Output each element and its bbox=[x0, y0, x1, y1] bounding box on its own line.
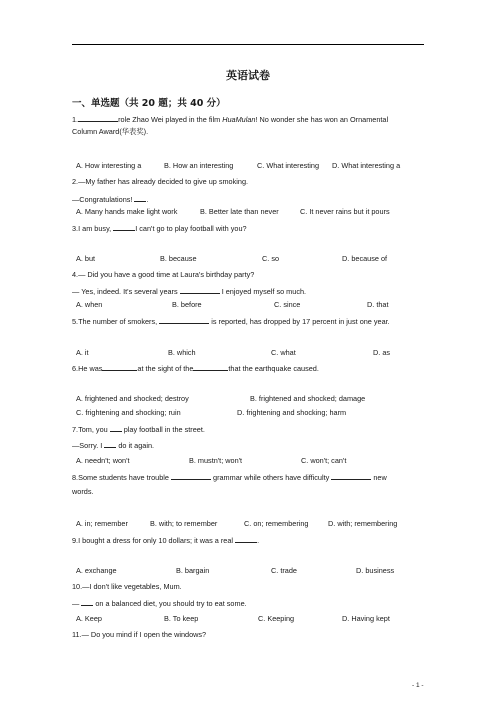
answer-blank bbox=[78, 114, 118, 122]
answer-blank bbox=[102, 363, 137, 371]
answer-blank bbox=[171, 472, 211, 480]
question-10: 10.—I don't like vegetables, Mum. bbox=[72, 582, 182, 591]
option-c: C. trade bbox=[271, 566, 297, 575]
question-8-line2: words. bbox=[72, 487, 94, 496]
question-4: 4.— Did you have a good time at Laura's birthday party? bbox=[72, 270, 255, 279]
option-a: A. Many hands make light work bbox=[76, 207, 178, 216]
option-d: D. business bbox=[356, 566, 395, 575]
question-3: 3.I am busy, I can't go to play football with you? bbox=[72, 224, 247, 233]
question-7: 7.Tom, you play football in the street. bbox=[72, 425, 205, 434]
option-b: B. before bbox=[172, 300, 202, 309]
option-b: B. To keep bbox=[164, 614, 199, 623]
answer-blank bbox=[113, 223, 135, 231]
question-2: 2.—My father has already decided to give up smoking. bbox=[72, 177, 249, 186]
answer-blank bbox=[134, 194, 146, 202]
answer-blank bbox=[331, 472, 371, 480]
option-b: B. which bbox=[168, 348, 196, 357]
option-d: D. that bbox=[367, 300, 389, 309]
option-c: C. Keeping bbox=[258, 614, 295, 623]
option-d: D. What interesting a bbox=[332, 161, 401, 170]
option-a: A. frightened and shocked; destroy bbox=[76, 394, 189, 403]
option-c: C. since bbox=[274, 300, 301, 309]
question-7-line2: —Sorry. I do it again. bbox=[72, 441, 155, 450]
option-a: A. Keep bbox=[76, 614, 102, 623]
option-d: D. because of bbox=[342, 254, 388, 263]
question-8: 8.Some students have trouble grammar while others have difficulty new bbox=[72, 473, 387, 482]
header-rule bbox=[72, 44, 424, 45]
answer-blank bbox=[180, 286, 220, 294]
answer-blank bbox=[81, 598, 93, 606]
section-heading: 一、单选题（共 20 题；共 40 分） bbox=[72, 98, 226, 109]
question-9: 9.I bought a dress for only 10 dollars; it was a real . bbox=[72, 536, 260, 545]
page-number: - 1 - bbox=[412, 682, 424, 689]
answer-blank bbox=[104, 440, 116, 448]
option-c: C. frightening and shocking; ruin bbox=[76, 408, 181, 417]
question-5: 5.The number of smokers, is reported, has dropped by 17 percent in just one year. bbox=[72, 317, 390, 326]
option-b: B. mustn't; won't bbox=[189, 456, 243, 465]
question-2-line2: —Congratulations! . bbox=[72, 195, 149, 204]
option-a: A. but bbox=[76, 254, 96, 263]
option-b: B. frightened and shocked; damage bbox=[250, 394, 366, 403]
option-d: D. as bbox=[373, 348, 391, 357]
option-d: D. with; remembering bbox=[328, 519, 398, 528]
page-title: 英语试卷 bbox=[226, 69, 270, 82]
answer-blank bbox=[110, 424, 122, 432]
answer-blank bbox=[235, 535, 257, 543]
option-a: A. exchange bbox=[76, 566, 117, 575]
option-a: A. when bbox=[76, 300, 103, 309]
option-a: A. needn't; won't bbox=[76, 456, 130, 465]
option-c: C. won't; can't bbox=[301, 456, 347, 465]
option-a: A. it bbox=[76, 348, 89, 357]
option-b: B. Better late than never bbox=[200, 207, 279, 216]
option-b: B. because bbox=[160, 254, 197, 263]
option-c: C. What interesting bbox=[257, 161, 320, 170]
question-11: 11.— Do you mind if I open the windows? bbox=[72, 630, 207, 639]
option-c: C. It never rains but it pours bbox=[300, 207, 390, 216]
option-b: B. bargain bbox=[176, 566, 210, 575]
question-4-line2: — Yes, indeed. It's several years I enjoyed myself so much. bbox=[72, 287, 307, 296]
option-d: D. Having kept bbox=[342, 614, 390, 623]
question-1: 1. role Zhao Wei played in the film HuaMulan! No wonder she has won an Ornamental bbox=[72, 115, 389, 124]
answer-blank bbox=[159, 316, 209, 324]
option-c: C. so bbox=[262, 254, 280, 263]
option-a: A. How interesting a bbox=[76, 161, 142, 170]
option-d: D. frightening and shocking; harm bbox=[237, 408, 347, 417]
question-1-line2: Column Award(华表奖). bbox=[72, 127, 149, 136]
question-6: 6.He was at the sight of the that the earthquake caused. bbox=[72, 364, 319, 373]
answer-blank bbox=[193, 363, 228, 371]
question-10-line2: — on a balanced diet, you should try to eat some. bbox=[72, 599, 247, 608]
option-b: B. How an interesting bbox=[164, 161, 234, 170]
option-b: B. with; to remember bbox=[150, 519, 218, 528]
option-c: C. on; remembering bbox=[244, 519, 309, 528]
option-a: A. in; remember bbox=[76, 519, 128, 528]
option-c: C. what bbox=[271, 348, 296, 357]
